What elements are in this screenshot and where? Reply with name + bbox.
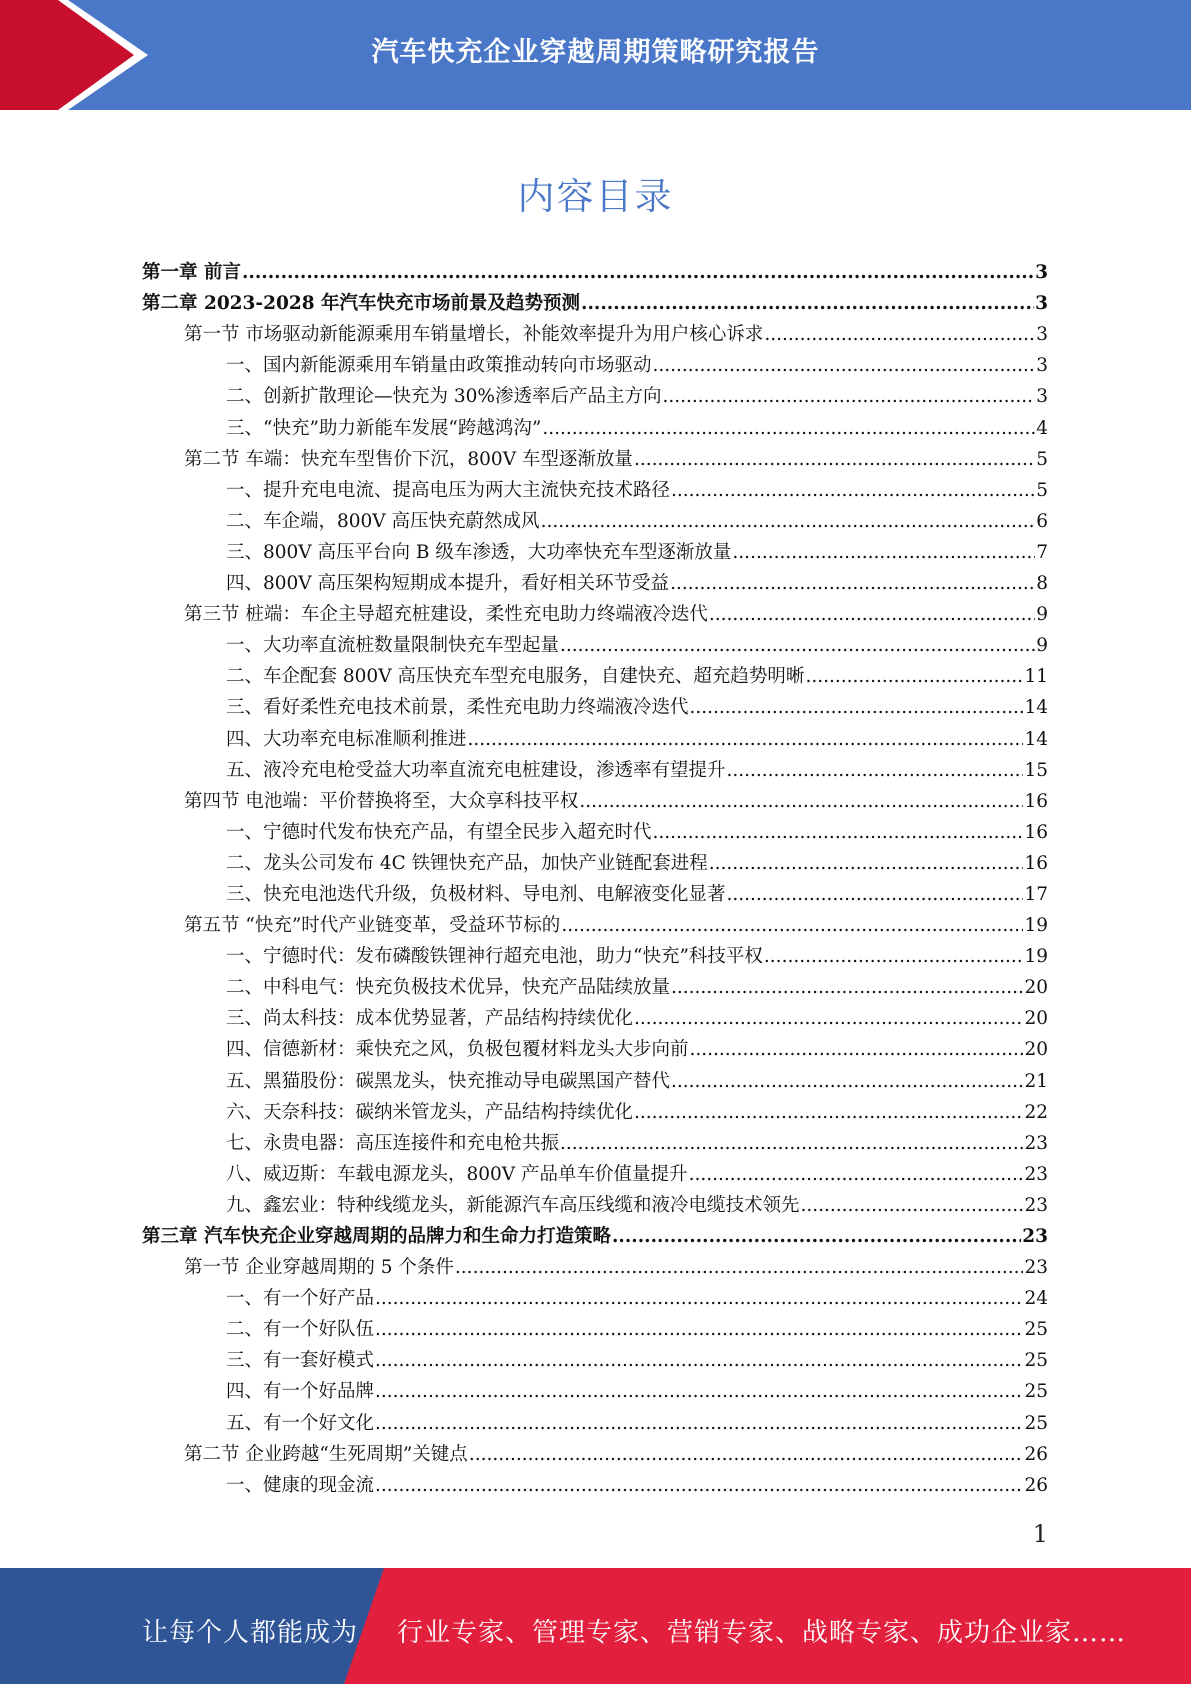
toc-entry-page: 20 bbox=[1024, 1008, 1048, 1030]
toc-entry-page: 3 bbox=[1036, 386, 1048, 408]
toc-entry-title: 一、宁德时代发布快充产品，有望全民步入超充时代 bbox=[226, 821, 652, 843]
toc-leader-dots bbox=[709, 603, 1035, 627]
toc-entry-page: 20 bbox=[1024, 977, 1048, 999]
toc-entry[interactable] bbox=[142, 1311, 1048, 1342]
toc-entry-page: 8 bbox=[1036, 573, 1048, 595]
toc-entry-title: 七、永贵电器：高压连接件和充电枪共振 bbox=[226, 1132, 560, 1154]
toc-leader-dots bbox=[671, 479, 1035, 503]
toc-entry-title: 一、提升充电电流、提高电压为两大主流快充技术路径 bbox=[226, 479, 671, 501]
toc-entry-page: 23 bbox=[1024, 1194, 1048, 1216]
toc-entry-title: 二、车企配套 800V 高压快充车型充电服务，自建快充、超充趋势明晰 bbox=[226, 666, 805, 688]
toc-entry-title: 四、大功率充电标准顺利推进 bbox=[226, 728, 467, 750]
toc-entry[interactable] bbox=[142, 876, 1048, 907]
toc-leader-dots bbox=[469, 1443, 1024, 1467]
footer-slogan-right: 行业专家、管理专家、营销专家、战略专家、成功企业家…… bbox=[397, 1618, 1127, 1648]
toc-entry-title: 四、信德新材：乘快充之风，负极包覆材料龙头大步向前 bbox=[226, 1039, 689, 1061]
toc-entry[interactable] bbox=[142, 1156, 1048, 1187]
toc-leader-dots bbox=[727, 883, 1024, 907]
toc-entry-title: 二、中科电气：快充负极技术优异，快充产品陆续放量 bbox=[226, 977, 671, 999]
toc-entry-title: 三、快充电池迭代升级，负极材料、导电剂、电解液变化显著 bbox=[226, 883, 726, 905]
toc-entry-title: 九、鑫宏业：特种线缆龙头，新能源汽车高压线缆和液冷电缆技术领先 bbox=[226, 1194, 800, 1216]
toc-entry-page: 25 bbox=[1024, 1350, 1048, 1372]
toc-entry-page: 5 bbox=[1036, 448, 1048, 470]
toc-entry-page: 3 bbox=[1036, 355, 1048, 377]
toc-leader-dots bbox=[375, 1412, 1023, 1436]
toc-entry-page: 17 bbox=[1024, 883, 1048, 905]
toc-entry-page: 19 bbox=[1024, 915, 1048, 937]
toc-entry[interactable] bbox=[142, 378, 1048, 409]
toc-entry-title: 第二章 2023-2028 年汽车快充市场前景及趋势预测 bbox=[142, 293, 581, 315]
toc-entry-page: 26 bbox=[1024, 1443, 1048, 1465]
toc-entry[interactable] bbox=[142, 907, 1048, 938]
toc-entry[interactable] bbox=[142, 658, 1048, 689]
toc-entry[interactable] bbox=[142, 503, 1048, 534]
toc-entry[interactable] bbox=[142, 1094, 1048, 1125]
toc-leader-dots bbox=[561, 914, 1023, 938]
toc-entry-title: 第二节 车端：快充车型售价下沉，800V 车型逐渐放量 bbox=[184, 448, 633, 470]
header-title: 汽车快充企业穿越周期策略研究报告 bbox=[371, 37, 820, 68]
toc-entry[interactable] bbox=[142, 1342, 1048, 1373]
toc-entry-page: 26 bbox=[1024, 1474, 1048, 1496]
toc-leader-dots bbox=[727, 759, 1024, 783]
toc-entry-title: 二、车企端，800V 高压快充蔚然成风 bbox=[226, 510, 540, 532]
toc-entry-page: 3 bbox=[1035, 293, 1048, 315]
page-footer bbox=[0, 1568, 1191, 1684]
toc-entry-page: 25 bbox=[1024, 1319, 1048, 1341]
toc-leader-dots bbox=[581, 292, 1034, 316]
toc-entry[interactable] bbox=[142, 783, 1048, 814]
toc-leader-dots bbox=[468, 728, 1024, 752]
toc-leader-dots bbox=[732, 541, 1035, 565]
toc-leader-dots bbox=[541, 510, 1036, 534]
toc-entry-title: 六、天奈科技：碳纳米管龙头，产品结构持续优化 bbox=[226, 1101, 634, 1123]
toc-entry-title: 一、有一个好产品 bbox=[226, 1288, 375, 1310]
toc-leader-dots bbox=[375, 1318, 1023, 1342]
toc-entry-title: 第五节 “快充”时代产业链变革，受益环节标的 bbox=[184, 915, 561, 937]
toc-entry-page: 23 bbox=[1024, 1132, 1048, 1154]
toc-entry-title: 一、宁德时代：发布磷酸铁锂神行超充电池，助力“快充”科技平权 bbox=[226, 946, 763, 968]
toc-entry-page: 14 bbox=[1024, 697, 1048, 719]
toc-entry[interactable] bbox=[142, 254, 1048, 285]
toc-entry-title: 四、800V 高压架构短期成本提升，看好相关环节受益 bbox=[226, 573, 670, 595]
toc-entry-page: 24 bbox=[1024, 1288, 1048, 1310]
toc-title: 内容目录 bbox=[517, 175, 674, 218]
toc-entry-page: 22 bbox=[1024, 1101, 1048, 1123]
toc-leader-dots bbox=[764, 945, 1024, 969]
toc-leader-dots bbox=[634, 1101, 1023, 1125]
toc-entry[interactable] bbox=[142, 689, 1048, 720]
toc-leader-dots bbox=[634, 448, 1035, 472]
toc-entry[interactable] bbox=[142, 347, 1048, 378]
toc-entry-page: 16 bbox=[1024, 790, 1048, 812]
toc-leader-dots bbox=[542, 417, 1035, 441]
toc-list bbox=[142, 254, 1048, 1498]
toc-entry-title: 三、800V 高压平台向 B 级车渗透，大功率快充车型逐渐放量 bbox=[226, 541, 732, 563]
toc-entry-page: 16 bbox=[1024, 852, 1048, 874]
page-number: 1 bbox=[1032, 1520, 1048, 1548]
toc-entry-page: 21 bbox=[1024, 1070, 1048, 1092]
toc-leader-dots bbox=[375, 1474, 1023, 1498]
toc-entry-title: 三、尚太科技：成本优势显著，产品结构持续优化 bbox=[226, 1008, 634, 1030]
toc-entry-title: 第一节 企业穿越周期的 5 个条件 bbox=[184, 1257, 454, 1279]
toc-entry-title: 五、液冷充电枪受益大功率直流充电桩建设，渗透率有望提升 bbox=[226, 759, 726, 781]
toc-entry-page: 25 bbox=[1024, 1412, 1048, 1434]
toc-entry[interactable] bbox=[142, 1125, 1048, 1156]
toc-entry-page: 16 bbox=[1024, 821, 1048, 843]
toc-entry-page: 19 bbox=[1024, 946, 1048, 968]
toc-entry-page: 25 bbox=[1024, 1381, 1048, 1403]
toc-entry[interactable] bbox=[142, 1031, 1048, 1062]
toc-leader-dots bbox=[690, 696, 1024, 720]
toc-entry-title: 第二节 企业跨越“生死周期”关键点 bbox=[184, 1443, 468, 1465]
toc-leader-dots bbox=[709, 852, 1024, 876]
toc-entry-title: 一、健康的现金流 bbox=[226, 1474, 375, 1496]
toc-leader-dots bbox=[375, 1349, 1023, 1373]
toc-entry[interactable] bbox=[142, 1467, 1048, 1498]
toc-entry-page: 4 bbox=[1036, 417, 1048, 439]
toc-entry-page: 15 bbox=[1024, 759, 1048, 781]
toc-entry-title: 一、大功率直流桩数量限制快充车型起量 bbox=[226, 635, 560, 657]
toc-entry-page: 7 bbox=[1036, 541, 1048, 563]
toc-entry-title: 第一节 市场驱动新能源乘用车销量增长，补能效率提升为用户核心诉求 bbox=[184, 324, 764, 346]
toc-leader-dots bbox=[579, 790, 1023, 814]
toc-entry[interactable] bbox=[142, 285, 1048, 316]
toc-entry[interactable] bbox=[142, 1218, 1048, 1249]
toc-leader-dots bbox=[663, 385, 1036, 409]
toc-entry-page: 9 bbox=[1036, 604, 1048, 626]
toc-entry[interactable] bbox=[142, 627, 1048, 658]
toc-entry-title: 第一章 前言 bbox=[142, 262, 241, 284]
toc-entry-page: 5 bbox=[1036, 479, 1048, 501]
toc-leader-dots bbox=[242, 261, 1034, 285]
toc-entry-page: 20 bbox=[1024, 1039, 1048, 1061]
toc-entry[interactable] bbox=[142, 814, 1048, 845]
toc-entry[interactable] bbox=[142, 1404, 1048, 1435]
toc-entry-title: 第四节 电池端：平价替换将至，大众享科技平权 bbox=[184, 790, 579, 812]
toc-entry[interactable] bbox=[142, 720, 1048, 751]
toc-entry-title: 二、创新扩散理论—快充为 30%渗透率后产品主方向 bbox=[226, 386, 662, 408]
toc-entry-page: 23 bbox=[1024, 1163, 1048, 1185]
toc-entry[interactable] bbox=[142, 441, 1048, 472]
toc-leader-dots bbox=[653, 821, 1024, 845]
toc-entry[interactable] bbox=[142, 845, 1048, 876]
toc-entry-page: 11 bbox=[1024, 666, 1048, 688]
toc-leader-dots bbox=[801, 1194, 1024, 1218]
toc-entry-page: 9 bbox=[1036, 635, 1048, 657]
toc-entry-title: 五、黑猫股份：碳黑龙头，快充推动导电碳黑国产替代 bbox=[226, 1070, 671, 1092]
page-header bbox=[0, 0, 1191, 110]
toc-entry[interactable] bbox=[142, 969, 1048, 1000]
toc-leader-dots bbox=[690, 1038, 1024, 1062]
toc-entry-title: 二、龙头公司发布 4C 铁锂快充产品，加快产业链配套进程 bbox=[226, 852, 708, 874]
toc-entry[interactable] bbox=[142, 1436, 1048, 1467]
toc-entry-title: 三、看好柔性充电技术前景，柔性充电助力终端液冷迭代 bbox=[226, 697, 689, 719]
footer-slogan-left: 让每个人都能成为 bbox=[142, 1618, 359, 1648]
toc-entry-page: 3 bbox=[1035, 262, 1048, 284]
toc-leader-dots bbox=[455, 1256, 1024, 1280]
toc-leader-dots bbox=[634, 1007, 1023, 1031]
toc-leader-dots bbox=[560, 634, 1035, 658]
toc-entry-title: 一、国内新能源乘用车销量由政策推动转向市场驱动 bbox=[226, 355, 652, 377]
toc-entry[interactable] bbox=[142, 472, 1048, 503]
toc-entry-page: 23 bbox=[1024, 1257, 1048, 1279]
toc-entry[interactable] bbox=[142, 938, 1048, 969]
toc-entry[interactable] bbox=[142, 1000, 1048, 1031]
toc-entry-title: 三、“快充”助力新能车发展“跨越鸿沟” bbox=[226, 417, 542, 439]
toc-leader-dots bbox=[375, 1287, 1023, 1311]
toc-entry[interactable] bbox=[142, 409, 1048, 440]
toc-entry-title: 八、威迈斯：车载电源龙头，800V 产品单车价值量提升 bbox=[226, 1163, 688, 1185]
toc-entry-title: 四、有一个好品牌 bbox=[226, 1381, 375, 1403]
toc-leader-dots bbox=[805, 665, 1023, 689]
toc-entry[interactable] bbox=[142, 1373, 1048, 1404]
toc-entry-page: 23 bbox=[1022, 1226, 1048, 1247]
toc-leader-dots bbox=[670, 572, 1035, 596]
toc-leader-dots bbox=[375, 1380, 1023, 1404]
toc-leader-dots bbox=[671, 1070, 1023, 1094]
toc-entry[interactable] bbox=[142, 1187, 1048, 1218]
toc-entry[interactable] bbox=[142, 316, 1048, 347]
toc-leader-dots bbox=[689, 1163, 1024, 1187]
toc-entry[interactable] bbox=[142, 534, 1048, 565]
toc-entry[interactable] bbox=[142, 1280, 1048, 1311]
toc-leader-dots bbox=[671, 976, 1023, 1000]
toc-entry-title: 第三章 汽车快充企业穿越周期的品牌力和生命力打造策略 bbox=[142, 1226, 611, 1247]
toc-entry-page: 6 bbox=[1036, 510, 1048, 532]
toc-entry[interactable] bbox=[142, 752, 1048, 783]
toc-entry[interactable] bbox=[142, 1062, 1048, 1093]
toc-entry-page: 3 bbox=[1036, 324, 1048, 346]
toc-leader-dots bbox=[612, 1225, 1021, 1249]
toc-entry[interactable] bbox=[142, 565, 1048, 596]
toc-entry-title: 第三节 桩端：车企主导超充桩建设，柔性充电助力终端液冷迭代 bbox=[184, 604, 708, 626]
toc-entry-title: 五、有一个好文化 bbox=[226, 1412, 375, 1434]
toc-leader-dots bbox=[764, 323, 1035, 347]
toc-entry-page: 14 bbox=[1024, 728, 1048, 750]
toc-entry[interactable] bbox=[142, 1249, 1048, 1280]
toc-leader-dots bbox=[653, 354, 1036, 378]
toc-entry-title: 三、有一套好模式 bbox=[226, 1350, 375, 1372]
toc-entry-title: 二、有一个好队伍 bbox=[226, 1319, 375, 1341]
toc-leader-dots bbox=[560, 1132, 1023, 1156]
toc-entry[interactable] bbox=[142, 596, 1048, 627]
